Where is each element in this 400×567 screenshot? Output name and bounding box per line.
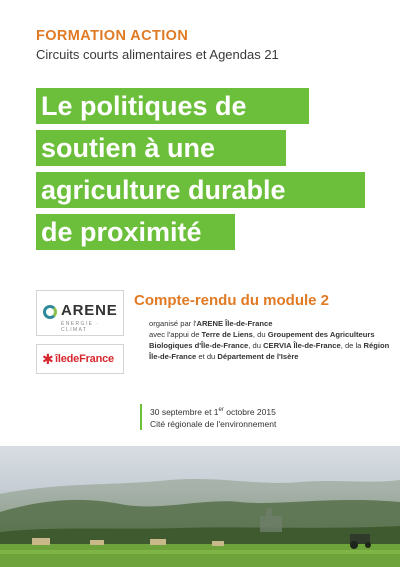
idf-logo bbox=[36, 344, 124, 374]
organizers-text: organisé par l'ARENE Île-de-France avec l'appui de Terre de Liens, du Groupement des Agriculteurs Biologiques d'Île-de-France, du CERVIA Île-de-France, de la Région Île-de-France et du Département de l'Isère bbox=[149, 319, 390, 361]
title-line-1: Le politiques de bbox=[36, 88, 309, 124]
event-venue: Cité régionale de l'environnement bbox=[150, 418, 277, 429]
event-info bbox=[140, 404, 276, 430]
header bbox=[36, 28, 279, 63]
arene-mark-icon bbox=[43, 305, 57, 319]
title-line-3: agriculture durable bbox=[36, 172, 365, 208]
idf-star-icon: ✱ bbox=[42, 351, 54, 367]
module-title: Compte-rendu du module 2 bbox=[134, 292, 329, 309]
landscape-photo bbox=[0, 446, 400, 567]
subtitle: Circuits courts alimentaires et Agendas 21 bbox=[36, 47, 279, 62]
title-line-2: soutien à une bbox=[36, 130, 286, 166]
arene-logo-text: ARENE bbox=[61, 302, 118, 319]
event-date: 30 septembre et 1er octobre 2015 bbox=[150, 406, 276, 417]
kicker: FORMATION ACTION bbox=[36, 28, 189, 44]
landscape-illustration bbox=[0, 446, 400, 567]
arene-logo bbox=[36, 290, 124, 336]
idf-logo-text: îledeFrance bbox=[55, 353, 114, 365]
title-line-4: de proximité bbox=[36, 214, 235, 250]
arene-logo-tagline: ÉNERGIE · CLIMAT bbox=[61, 321, 100, 333]
